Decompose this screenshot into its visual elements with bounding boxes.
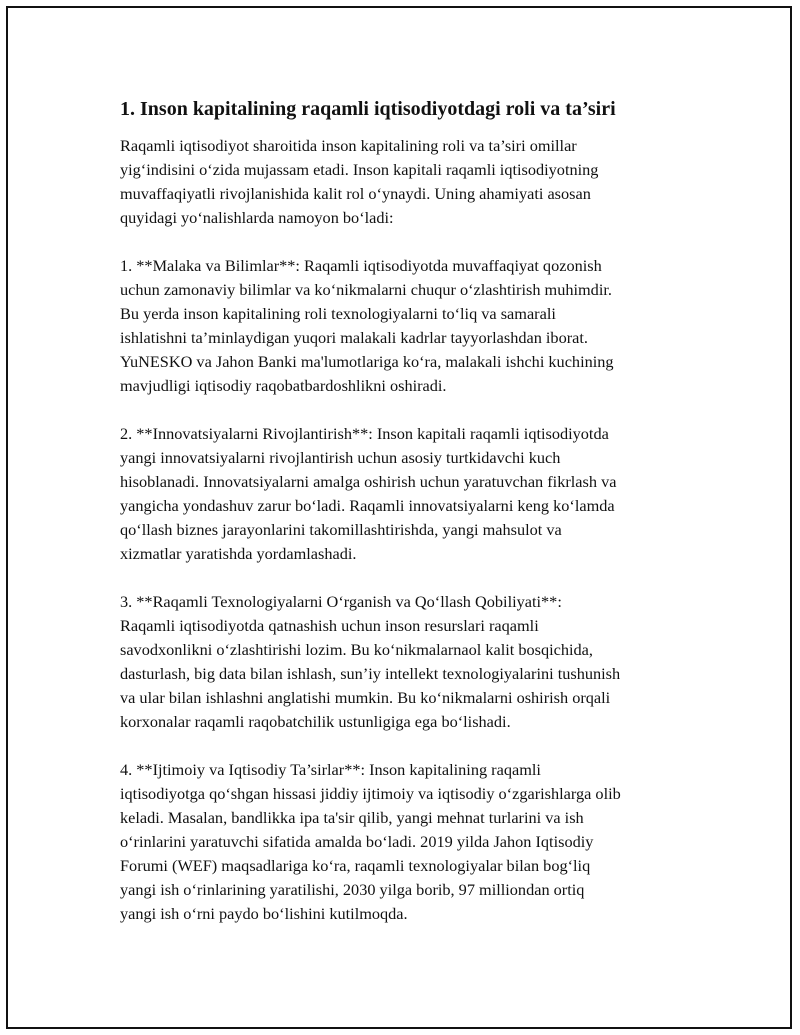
intro-paragraph bbox=[120, 134, 700, 230]
text-line: hisoblanadi. Innovatsiyalarni amalga oshirish uchun yaratuvchan fikrlash va bbox=[120, 472, 617, 491]
text-line: ishlatishni ta’minlaydigan yuqori malakali kadrlar tayyorlashdan iborat. bbox=[120, 328, 588, 347]
document-page bbox=[6, 6, 792, 1029]
paragraph-malaka bbox=[120, 254, 700, 398]
text-line: yangi innovatsiyalarni rivojlantirish uchun asosiy turtkidavchi kuch bbox=[120, 448, 561, 467]
text-line: 1. **Malaka va Bilimlar**: Raqamli iqtisodiyotda muvaffaqiyat qozonish bbox=[120, 256, 602, 275]
paragraph-texnologiya bbox=[120, 590, 700, 734]
text-line: xizmatlar yaratishda yordamlashadi. bbox=[120, 544, 357, 563]
text-line: quyidagi yo‘nalishlarda namoyon bo‘ladi: bbox=[120, 208, 394, 227]
text-line: YuNESKO va Jahon Banki ma'lumotlariga ko‘ra, malakali ishchi kuchining bbox=[120, 352, 614, 371]
text-line: iqtisodiyotga qo‘shgan hissasi jiddiy ijtimoiy va iqtisodiy o‘zgarishlarga olib bbox=[120, 784, 621, 803]
text-line: yig‘indisini o‘zida mujassam etadi. Inson kapitali raqamli iqtisodiyotning bbox=[120, 160, 599, 179]
text-line: Raqamli iqtisodiyotda qatnashish uchun inson resurslari raqamli bbox=[120, 616, 539, 635]
text-line: 2. **Innovatsiyalarni Rivojlantirish**: Inson kapitali raqamli iqtisodiyotda bbox=[120, 424, 609, 443]
text-line: muvaffaqiyatli rivojlanishida kalit rol o‘ynaydi. Uning ahamiyati asosan bbox=[120, 184, 591, 203]
text-line: 4. **Ijtimoiy va Iqtisodiy Ta’sirlar**: Inson kapitalining raqamli bbox=[120, 760, 541, 779]
text-line: savodxonlikni o‘zlashtirishi lozim. Bu ko‘nikmalarnaol kalit bosqichida, bbox=[120, 640, 593, 659]
text-line: Raqamli iqtisodiyot sharoitida inson kapitalining roli va ta’siri omillar bbox=[120, 136, 577, 155]
text-line: yangi ish o‘rni paydo bo‘lishini kutilmoqda. bbox=[120, 904, 408, 923]
text-line: mavjudligi iqtisodiy raqobatbardoshlikni oshiradi. bbox=[120, 376, 447, 395]
text-line: Bu yerda inson kapitalining roli texnologiyalarni to‘liq va samarali bbox=[120, 304, 556, 323]
text-line: dasturlash, big data bilan ishlash, sun’iy intellekt texnologiyalarini tushunish bbox=[120, 664, 621, 683]
paragraphs bbox=[120, 134, 700, 926]
text-line: korxonalar raqamli raqobatchilik ustunligiga ega bo‘lishadi. bbox=[120, 712, 511, 731]
document-content bbox=[120, 96, 700, 950]
text-line: 3. **Raqamli Texnologiyalarni O‘rganish va Qo‘llash Qobiliyati**: bbox=[120, 592, 562, 611]
text-line: uchun zamonaviy bilimlar va ko‘nikmalarni chuqur o‘zlashtirish muhimdir. bbox=[120, 280, 612, 299]
text-line: qo‘llash biznes jarayonlarini takomillashtirishda, yangi mahsulot va bbox=[120, 520, 562, 539]
text-line: o‘rinlarini yaratuvchi sifatida amalda bo‘ladi. 2019 yilda Jahon Iqtisodiy bbox=[120, 832, 594, 851]
text-line: keladi. Masalan, bandlikka ipa ta'sir qilib, yangi mehnat turlarini va ish bbox=[120, 808, 584, 827]
text-line: yangicha yondashuv zarur bo‘ladi. Raqamli innovatsiyalarni keng ko‘lamda bbox=[120, 496, 615, 515]
section-heading: 1. Inson kapitalining raqamli iqtisodiyotdagi roli va ta’siri bbox=[120, 98, 616, 120]
text-line: va ular bilan ishlashni anglatishi mumkin. Bu ko‘nikmalarni oshirish orqali bbox=[120, 688, 611, 707]
text-line: yangi ish o‘rinlarining yaratilishi, 2030 yilga borib, 97 milliondan ortiq bbox=[120, 880, 585, 899]
text-line: Forumi (WEF) maqsadlariga ko‘ra, raqamli texnologiyalar bilan bog‘liq bbox=[120, 856, 591, 875]
paragraph-innovatsiya bbox=[120, 422, 700, 566]
paragraph-ijtimoiy bbox=[120, 758, 700, 926]
